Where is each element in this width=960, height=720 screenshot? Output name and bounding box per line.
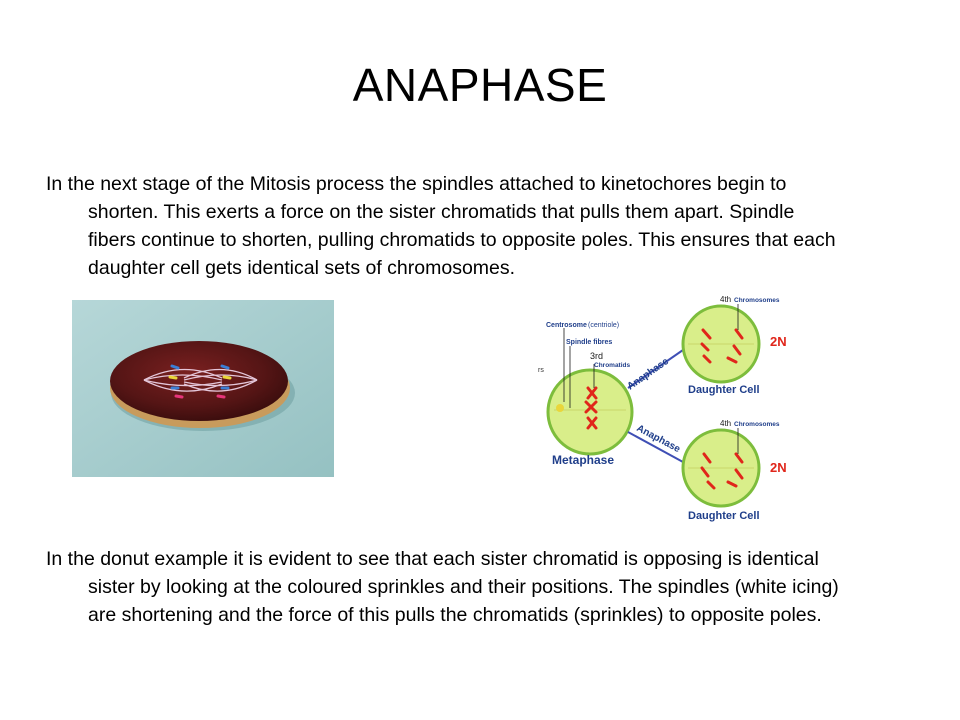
paragraph-intro: [46, 170, 906, 282]
centriole-label: (centriole): [588, 322, 620, 329]
donut-glaze: [110, 341, 288, 421]
fourth-top-label: 4th: [720, 295, 732, 304]
metaphase-label: Metaphase: [552, 453, 615, 467]
paragraph-line: In the next stage of the Mitosis process the spindles attached to kinetochores begin to: [46, 173, 787, 195]
chromosomes-bottom-label: Chromosomes: [734, 421, 780, 428]
anaphase-top-label: Anaphase: [625, 356, 671, 393]
paragraph-line: fibers continue to shorten, pulling chromatids to opposite poles. This ensures that each: [88, 229, 836, 251]
centrosome-label: Centrosome: [546, 322, 587, 329]
spindle-label: Spindle fibres: [566, 339, 613, 346]
fourth-bottom-label: 4th: [720, 419, 732, 428]
paragraph-line: sister by looking at the coloured sprinkles and their positions. The spindles (white icing): [88, 576, 839, 598]
chromosomes-top-label: Chromosomes: [734, 297, 780, 304]
edge-label: rs: [538, 367, 544, 374]
paragraph-line: are shortening and the force of this pulls the chromatids (sprinkles) to opposite poles.: [88, 604, 822, 626]
daughter-bottom-label: Daughter Cell: [688, 510, 760, 522]
slide-title: ANAPHASE: [352, 59, 608, 111]
metaphase-cell: [548, 370, 632, 454]
daughter-top-label: Daughter Cell: [688, 384, 760, 396]
ploidy-top-label: 2N: [770, 334, 787, 349]
centrosome-dot: [556, 404, 564, 412]
anaphase-bottom-label: Anaphase: [634, 422, 682, 456]
chromatids-label: Chromatids: [594, 362, 631, 369]
paragraph-line: daughter cell gets identical sets of chromosomes.: [88, 257, 516, 279]
ploidy-bottom-label: 2N: [770, 460, 787, 475]
paragraph-line: In the donut example it is evident to see that each sister chromatid is opposing is identical: [46, 548, 819, 570]
paragraph-line: shorten. This exerts a force on the sister chromatids that pulls them apart. Spindle: [88, 201, 795, 223]
paragraph-donut-example: [46, 545, 906, 629]
donut-photo: [72, 300, 334, 477]
anaphase-diagram: [538, 290, 814, 528]
third-label: 3rd: [590, 351, 604, 361]
